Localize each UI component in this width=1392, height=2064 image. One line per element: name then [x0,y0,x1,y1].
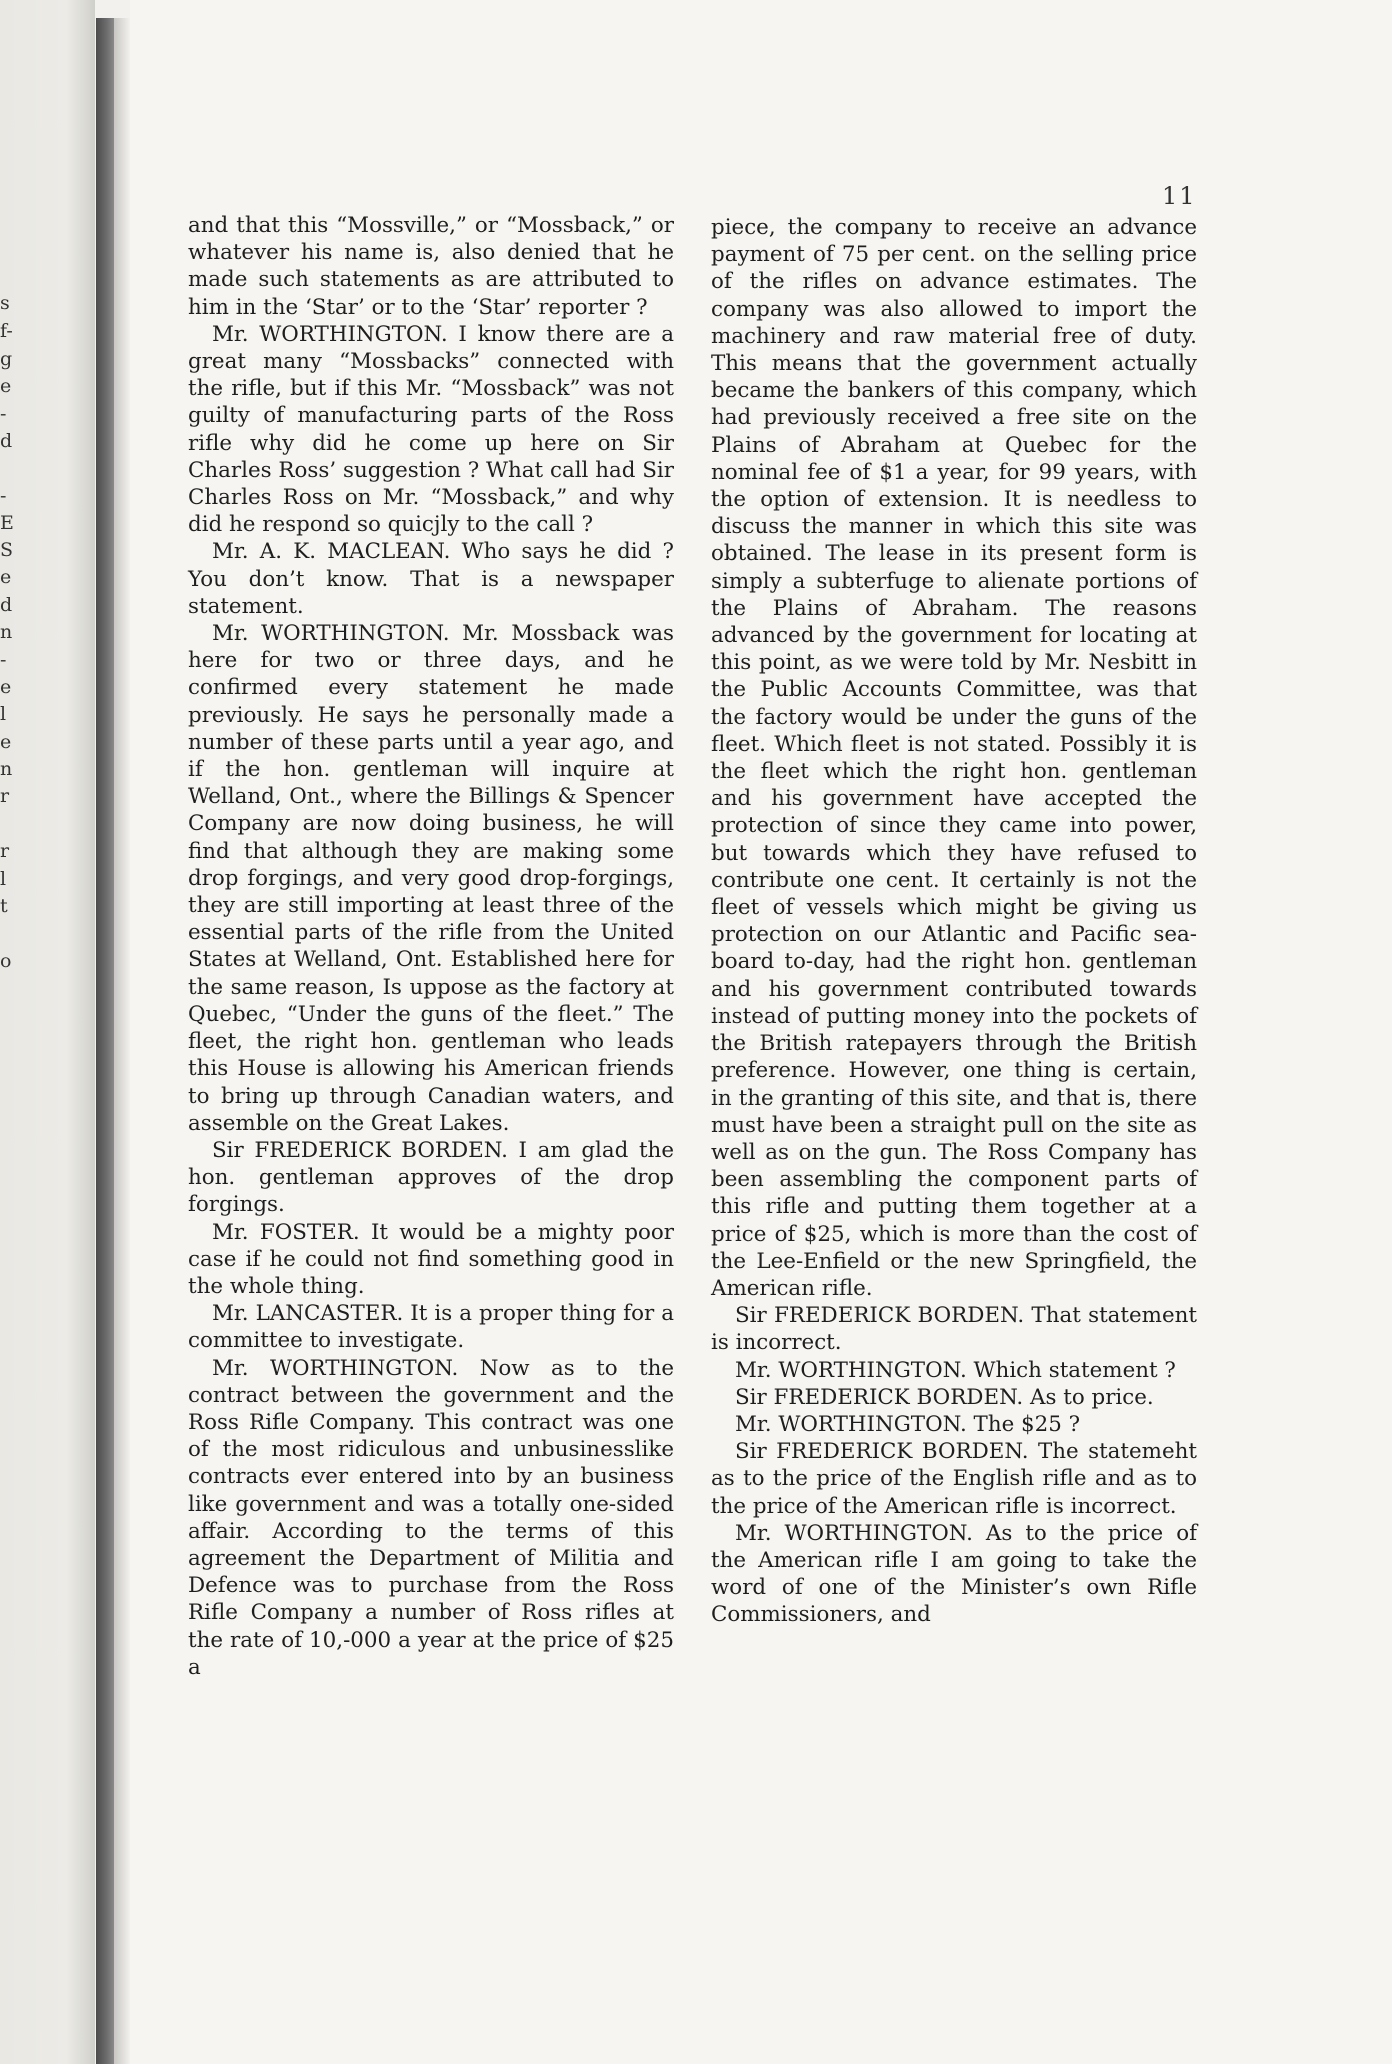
adjacent-page-letter: o [0,950,12,972]
paragraph: Sir FREDERICK BORDEN. The statemeht as to the price of the English rifle and as to the price of the American rifle is incorrect. [711,1439,1197,1519]
adjacent-page-letter: d [0,430,13,452]
adjacent-page-letter: g [0,348,13,370]
paragraph: Mr. WORTHINGTON. Now as to the contract between the government and the Ross Rifle Company. This contract was one of the most ridiculous and unbusinesslike contracts ever entered into by an business like government and was a totally one-sided affair. According to the terms of this agreement the Department of Militia and Defence was to purchase from the Ross Rifle Company a number of Ross rifles at the rate of 10,-000 a year at the price of $25 a [188,1355,674,1680]
paragraph: Mr. FOSTER. It would be a mighty poor case if he could not find something good in the whole thing. [188,1219,674,1299]
adjacent-page-letter: d [0,594,13,616]
binding-spine [96,18,114,2064]
adjacent-page-letter: l [0,703,7,725]
adjacent-page-letter: s [0,292,10,314]
page-number: 11 [1162,182,1197,210]
adjacent-page-letter: e [0,566,12,588]
adjacent-page-letter: e [0,375,12,397]
paragraph: Mr. WORTHINGTON. Which statement ? [735,1357,1176,1383]
right-column [711,214,1197,1629]
paragraph: piece, the company to receive an advance payment of 75 per cent. on the selling price of the rifles on advance estimates. The company was also allowed to import the machinery and raw material free of duty. This means that the government actually became the bankers of this company, which had previously received a free site on the Plains of Abraham at Quebec for the nominal fee of $1 a year, for 99 years, with the option of extension. It is needless to discuss the manner in which this site was obtained. The lease in its present form is simply a subterfuge to alienate portions of the Plains of Abraham. The reasons advanced by the government for locating at this point, as we were told by Mr. Nesbitt in the Public Accounts Committee, was that the factory would be under the guns of the fleet. Which fleet is not stated. Possibly it is the fleet which the right hon. gentleman and his government have accepted the protection of since they came into power, but towards which they have refused to contribute one cent. It certainly is not the fleet of vessels which might be giving us protection on our Atlantic and Pacific sea-board to-day, had the right hon. gentleman and his government contributed towards instead of putting money into the pockets of the British ratepayers through the British preference. However, one thing is certain, in the granting of this site, and that is, there must have been a straight pull on the site as well as on the gun. The Ross Company has been assembling the component parts of this rifle and putting them together at a price of $25, which is more than the cost of the Lee-Enfield or the new Springfield, the American rifle. [711,215,1197,1301]
adjacent-page-letter: - [0,403,7,425]
adjacent-page-letter: - [0,485,7,507]
adjacent-page-letter: r [0,785,10,807]
adjacent-page-letter: n [0,758,13,780]
adjacent-page-edge [0,0,95,2064]
paragraph: Mr. WORTHINGTON. Mr. Mossback was here for two or three days, and he confirmed every statement he made previously. He says he personally made a number of these parts until a year ago, and if the hon. gentleman will inquire at Welland, Ont., where the Billings & Spencer Company are now doing business, he will find that although they are making some drop forgings, and very good drop-forgings, they are still importing at least three of the essential parts of the rifle from the United States at Welland, Ont. Established here for the same reason, Is uppose as the factory at Quebec, “Under the guns of the fleet.” The fleet, the right hon. gentleman who leads this House is allowing his American friends to bring up through Canadian waters, and assemble on the Great Lakes. [188,621,674,1136]
left-column [188,212,674,1681]
adjacent-page-letter: l [0,868,7,890]
paragraph: Sir FREDERICK BORDEN. That statement is incorrect. [711,1303,1197,1356]
adjacent-page-letter: t [0,895,8,917]
paragraph: Mr. LANCASTER. It is a proper thing for a committee to investigate. [188,1301,674,1354]
spine-shadow [114,18,130,2064]
paragraph: Sir FREDERICK BORDEN. I am glad the hon. gentleman approves of the drop forgings. [188,1137,674,1218]
adjacent-page-letter: r [0,840,10,862]
adjacent-page-letter: n [0,621,13,643]
paragraph: Mr. WORTHINGTON. As to the price of the American rifle I am going to take the word of one of the Minister’s own Rifle Commissioners, and [711,1520,1197,1628]
paragraph: Mr. WORTHINGTON. The $25 ? [735,1411,1081,1437]
paragraph: Sir FREDERICK BORDEN. As to price. [735,1384,1154,1410]
adjacent-page-letter: f- [0,320,13,342]
adjacent-page-letter: - [0,649,7,671]
adjacent-page-letter: S [0,539,14,561]
adjacent-page-letter: E [0,512,14,534]
adjacent-page-letter: e [0,676,12,698]
adjacent-page-letter: e [0,731,12,753]
paragraph: Mr. WORTHINGTON. I know there are a great many “Mossbacks” connected with the rifle, but if this Mr. “Mossback” was not guilty of manufacturing parts of the Ross rifle why did he come up here on Sir Charles Ross’ suggestion ? What call had Sir Charles Ross on Mr. “Mossback,” and why did he respond so quicjly to the call ? [188,321,674,538]
paragraph: and that this “Mossville,” or “Mossback,” or whatever his name is, also denied that he made such statements as are attributed to him in the ‘Star’ or to the ‘Star’ reporter ? [188,213,674,320]
paragraph: Mr. A. K. MACLEAN. Who says he did ? You don’t know. That is a newspaper statement. [188,539,674,619]
